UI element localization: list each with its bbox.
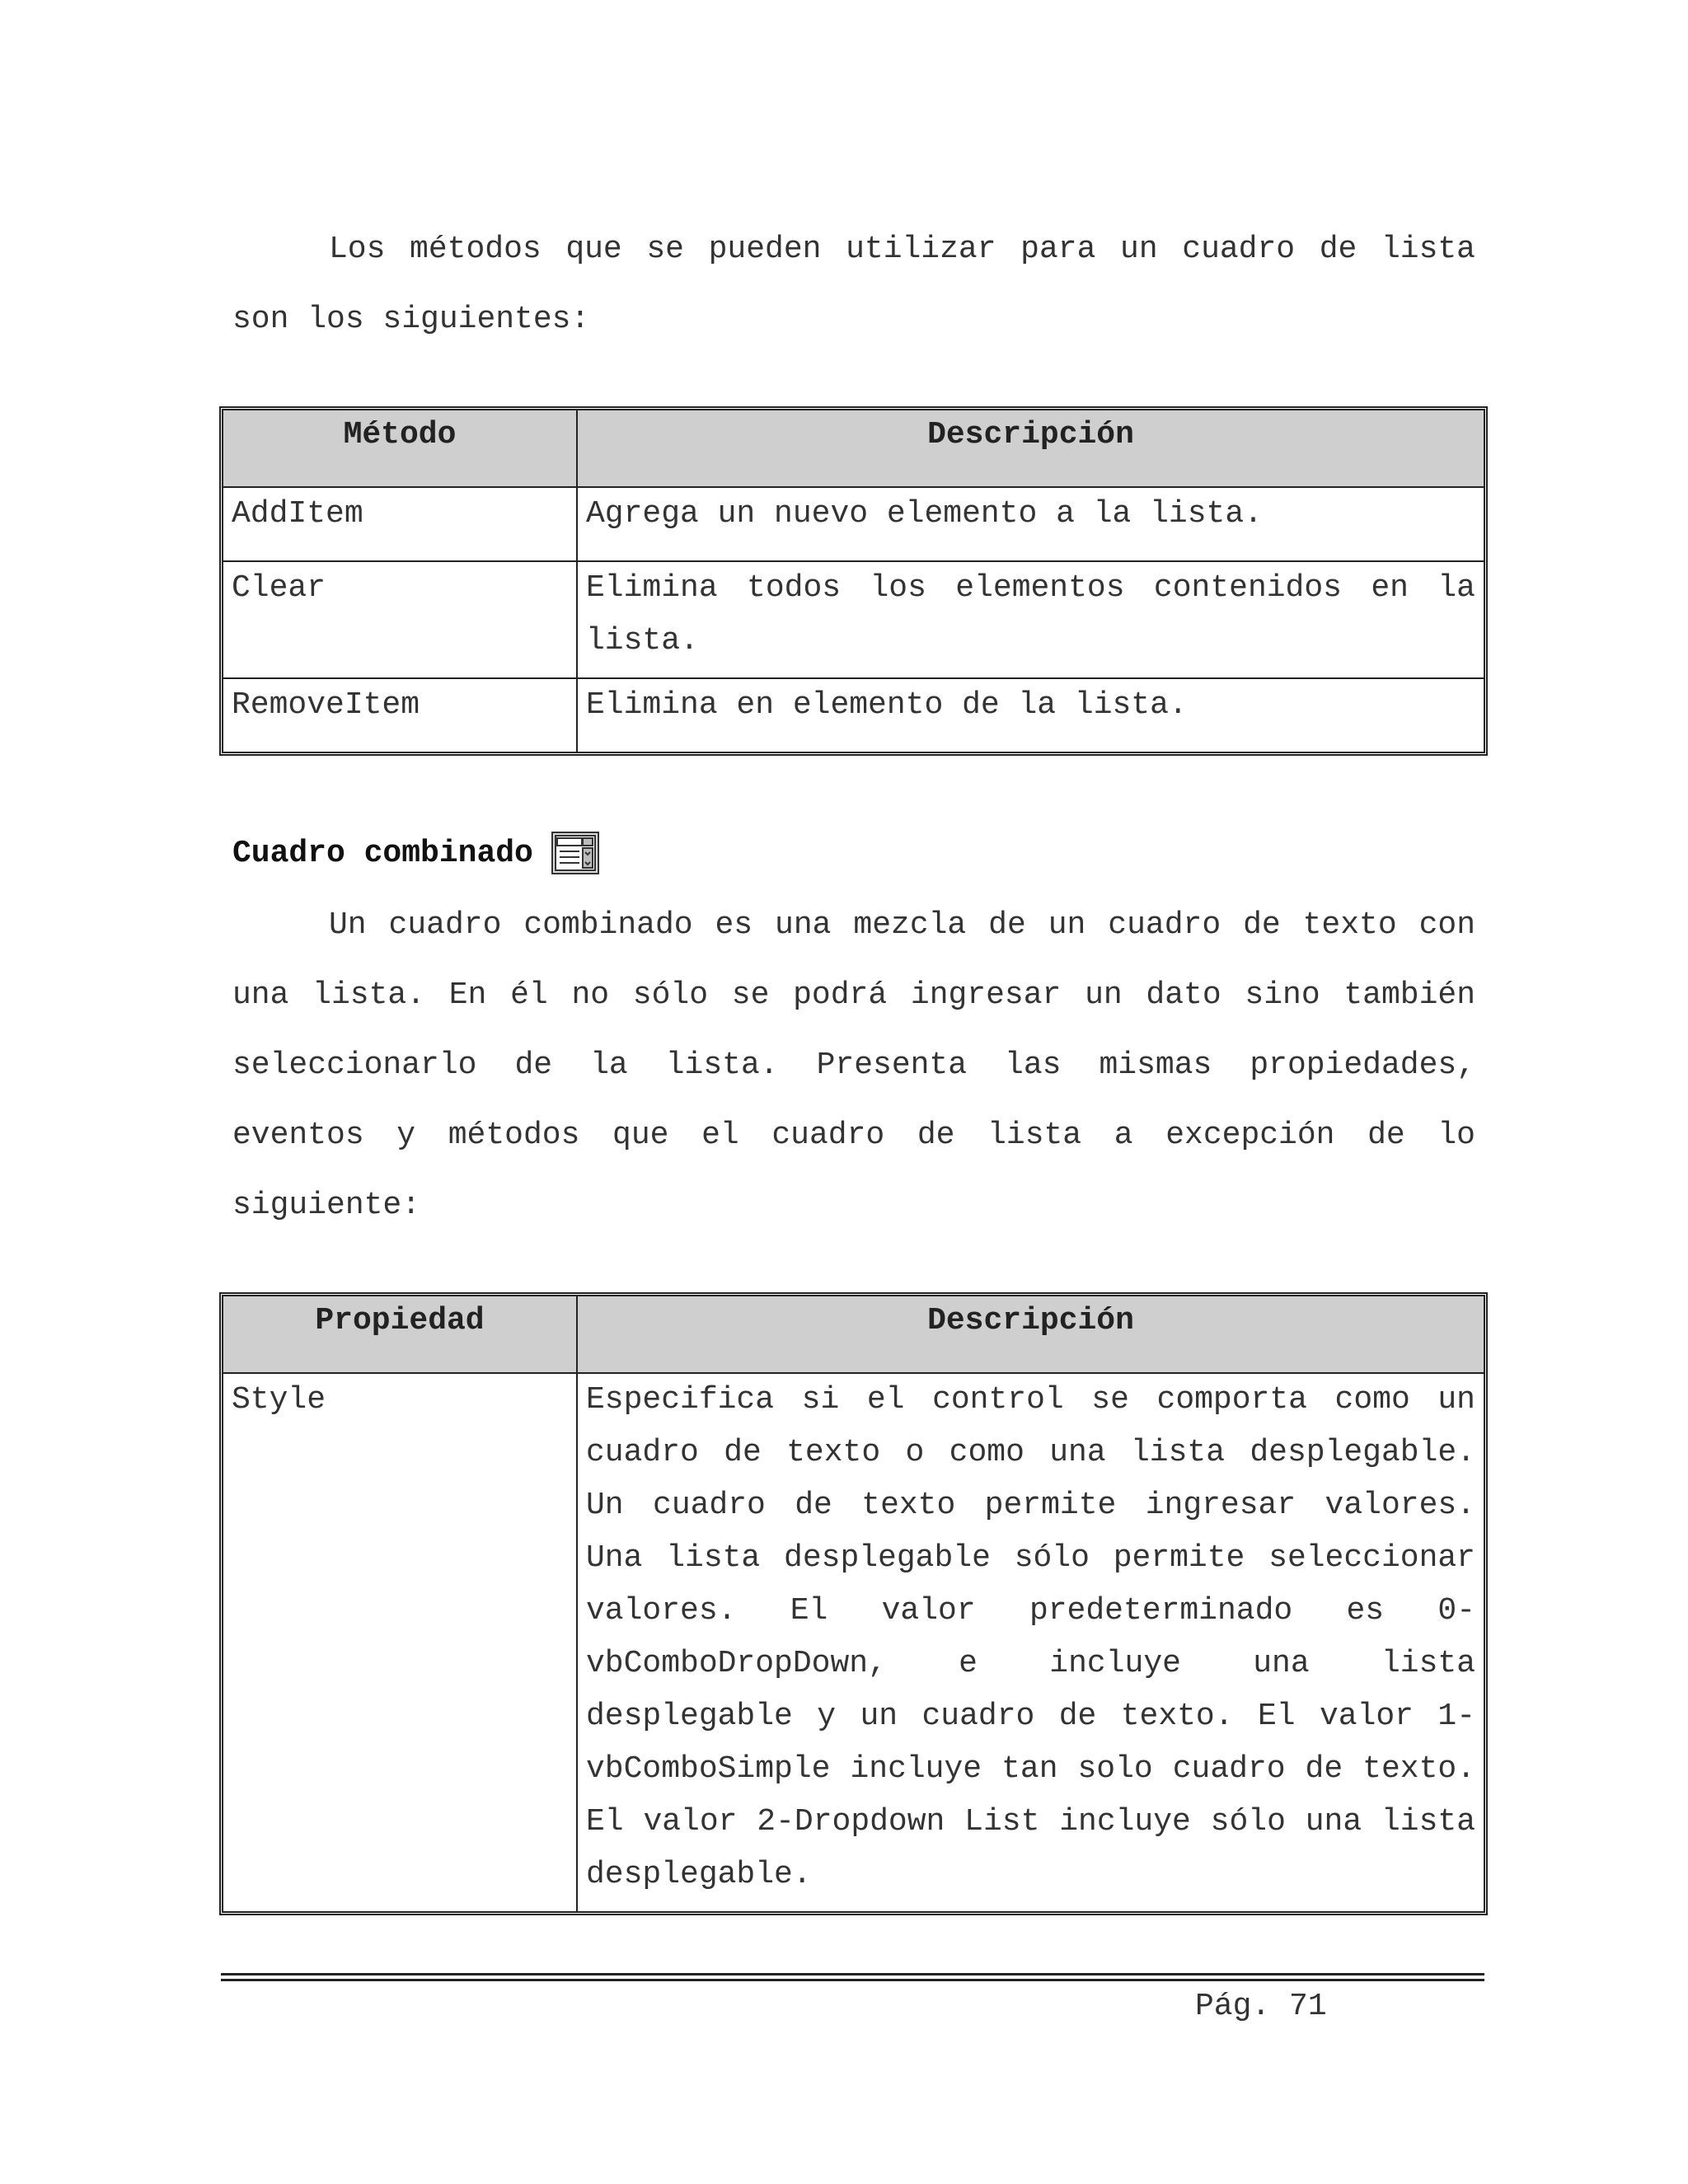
section-title: Cuadro combinado (232, 835, 533, 871)
table-row (223, 679, 1484, 752)
table-header-row (223, 410, 1484, 488)
table-row (223, 562, 1484, 679)
table-header-row (223, 1296, 1484, 1374)
column-header-description: Descripción (578, 1296, 1484, 1374)
method-description: Elimina en elemento de la lista. (586, 687, 1188, 723)
property-name: Style (223, 1374, 578, 1911)
methods-table (219, 406, 1488, 756)
section-heading (232, 824, 599, 882)
method-description: Agrega un nuevo elemento a la lista. (578, 488, 1484, 562)
method-name: RemoveItem (223, 679, 578, 752)
table-row (223, 488, 1484, 562)
section-paragraph: Un cuadro combinado es una mezcla de un cuadro de texto con una lista. En él no sólo se podrá ingresar un dato sino también seleccionarlo de la lista. Presenta las mismas propiedades, eventos y métodos que el cuadro de lista a excepción de lo siguiente: (232, 907, 1475, 1223)
properties-table (219, 1292, 1488, 1915)
footer-divider (221, 1973, 1484, 1981)
method-description: Elimina todos los elementos contenidos en la lista. (578, 562, 1484, 679)
page-number: Pág. 71 (1195, 1989, 1327, 2024)
column-header-description: Descripción (578, 410, 1484, 488)
property-description: Especifica si el control se comporta como un cuadro de texto o como una lista desplegable. Un cuadro de texto permite ingresar valores. Una lista desplegable sólo permite seleccionar valores. El valor predeterminado es 0-vbComboDropDown, e incluye una lista desplegable y un cuadro de texto. El valor 1-vbComboSimple incluye tan solo cuadro de texto. El valor 2-Dropdown List incluye sólo una lista desplegable. (586, 1382, 1475, 1892)
column-header-method: Método (223, 410, 578, 488)
method-name: Clear (223, 562, 578, 679)
intro-paragraph: Los métodos que se pueden utilizar para un cuadro de lista son los siguientes: (232, 232, 1475, 337)
table-row (223, 1374, 1484, 1911)
column-header-property: Propiedad (223, 1296, 578, 1374)
method-name: AddItem (223, 488, 578, 562)
combo-box-icon (551, 832, 599, 874)
